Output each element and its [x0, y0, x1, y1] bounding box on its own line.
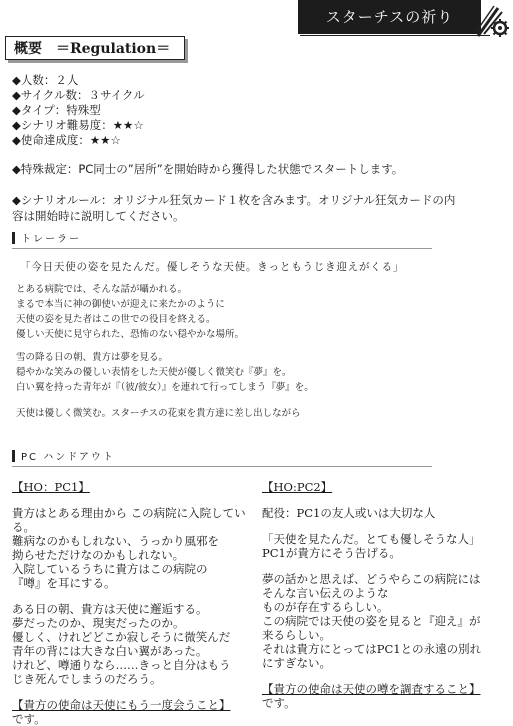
pc2-line: 配役：PC1の友人或いは大切な人 [262, 506, 436, 520]
stat-type: ◆タイプ：特殊型 [12, 103, 101, 117]
handout-heading [12, 450, 432, 467]
stat-players: ◆人数：２人 [12, 73, 79, 87]
pc2-line: 夢の話かと思えば、どうやらこの病院には [262, 572, 481, 586]
pc1-line: 夢だったのか、現実だったのか。 [12, 616, 185, 630]
stat-cycles: ◆サイクル数：３サイクル [12, 88, 145, 102]
heading-bar-icon [12, 232, 15, 244]
pc2-line: 来るらしい。 [262, 628, 331, 642]
banner-underline [300, 35, 490, 36]
trailer-line: 優しい天使に見守られた、恐怖のない穏やかな場所。 [16, 329, 245, 340]
scenario-rule-line-1: ◆シナリオルール：オリジナル狂気カード１枚を含みます。オリジナル狂気カードの内 [12, 193, 456, 207]
trailer-heading [12, 232, 432, 249]
pc1-line: 貴方はとある理由から この病院に入院してい [12, 506, 246, 520]
regulation-heading-text: 概要 ＝Regulation＝ [14, 41, 171, 57]
pc2-title: 【HO:PC2】 [262, 480, 333, 494]
scenario-title: スターチスの祈り [325, 8, 454, 26]
trailer-line: 穏やかな笑みの優しい表情をした天使が優しく微笑む『夢』を。 [16, 367, 292, 378]
pc2-line: 「天使を見たんだ。とても優しそうな人」 [262, 532, 481, 546]
trailer-line: 天使は優しく微笑む。スターチスの花束を貴方達に差し出しながら [16, 408, 301, 419]
pc2-line: PC1が貴方にそう告げる。 [262, 546, 401, 560]
pc2-line: この病院では天使の姿を見ると『迎え』が [262, 614, 481, 628]
trailer-block-1 [16, 282, 244, 342]
scenario-title-banner [298, 0, 481, 34]
pc2-line: にすぎない。 [262, 656, 331, 670]
pc1-line: じき死んでしまうのだろう。 [12, 672, 162, 686]
pc2-line: そんな言い伝えのような [262, 586, 389, 600]
pc2-mission: 【貴方の使命は天使の噂を調査すること】 [262, 682, 481, 696]
regulation-heading [5, 36, 185, 60]
stat-mission-rate: ◆使命達成度：★★☆ [12, 133, 121, 147]
pc2-line: それは貴方にとってはPC1との永遠の別れ [262, 642, 482, 656]
pc2-mission-end: です。 [262, 696, 296, 710]
trailer-line: 天使の姿を見た者はこの世での役目を終える。 [16, 314, 216, 325]
heading-bar-icon [12, 450, 15, 462]
trailer-block-2 [16, 350, 314, 395]
pc1-mission-end: です。 [12, 712, 46, 726]
pc1-line: る。 [12, 520, 35, 534]
pc1-line: 拗らせただけなのかもしれない。 [12, 548, 185, 562]
pc2-line: ものが存在するらしい。 [262, 600, 389, 614]
pc1-line: 優しく、けれどどこか寂しそうに微笑んだ [12, 630, 231, 644]
stat-difficulty: ◆シナリオ難易度：★★☆ [12, 118, 144, 132]
trailer-line: とある病院では、そんな話が囁かれる。 [16, 284, 188, 295]
pc1-line: 『噂』を耳にする。 [12, 576, 116, 590]
trailer-line: 白い翼を持った青年が『（彼/彼女）』を連れて行ってしまう『夢』を。 [16, 382, 314, 393]
pc1-line: けれど、噂通りなら……きっと自分はもう [12, 658, 231, 672]
trailer-block-3 [16, 406, 301, 421]
special-rule: ◆特殊裁定：PC同士の”居所”を開始時から獲得した状態でスタートします。 [12, 162, 404, 176]
stats-list [12, 73, 145, 148]
trailer-line: 雪の降る日の朝、貴方は夢を見る。 [16, 352, 169, 363]
pc1-line: 入院しているうちに貴方はこの病院の [12, 562, 208, 576]
trailer-heading-text: トレーラー [21, 234, 81, 245]
pc1-line: ある日の朝、貴方は天使に邂逅する。 [12, 602, 208, 616]
trailer-line: まるで本当に神の御使いが迎えに来たかのように [16, 299, 225, 310]
scenario-rule-line-2: 容は開始時に説明してください。 [12, 208, 185, 223]
pc1-title: 【HO：PC1】 [12, 480, 90, 494]
handout-pc2 [262, 480, 507, 710]
trailer-quote: 「今日天使の姿を見たんだ。優しそうな天使。きっともうじき迎えがくる」 [20, 261, 405, 273]
pc1-line: 青年の背には大きな白い翼があった。 [12, 644, 208, 658]
scenario-rule [12, 193, 507, 224]
handout-heading-text: PC ハンドアウト [21, 452, 115, 463]
handout-pc1 [12, 480, 252, 726]
pc1-mission: 【貴方の使命は天使にもう一度会うこと】 [12, 698, 231, 712]
pc1-line: 難病なのかもしれない、うっかり風邪を [12, 534, 219, 548]
quill-gear-icon [474, 2, 510, 42]
